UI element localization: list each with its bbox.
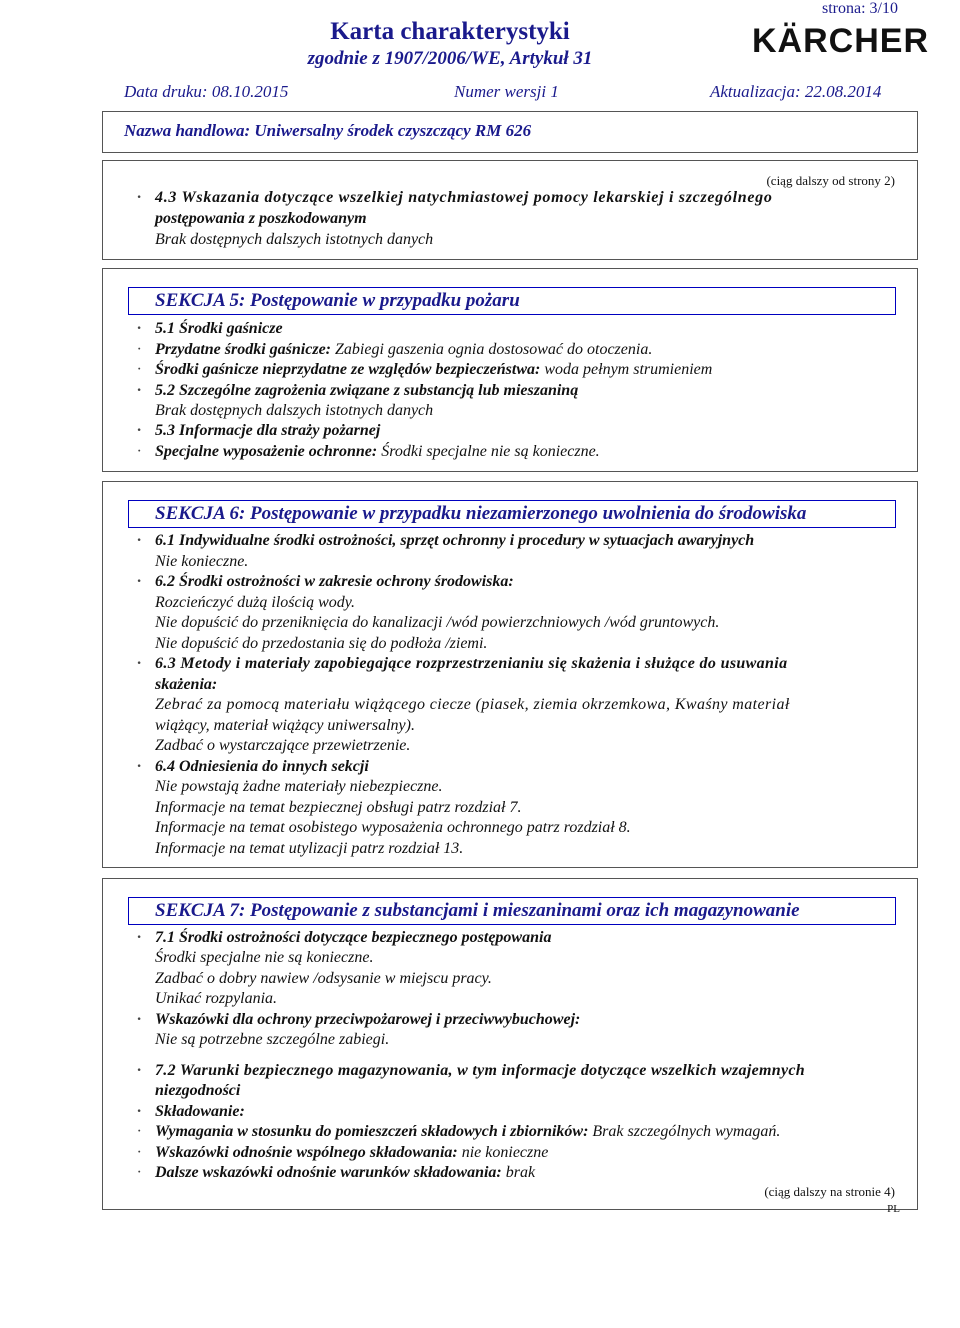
heading-4-3-cont: postępowania z poszkodowanym xyxy=(155,210,367,227)
version-number: Numer wersji 1 xyxy=(454,82,559,101)
heading-6-1: · 6.1 Indywidualne środki ostrożności, sprzęt ochronny i procedury w sytuacjach awaryjnych xyxy=(137,532,755,549)
continued-next: (ciąg dalszy na stronie 4) xyxy=(764,1184,895,1199)
further-storage: · Dalsze wskazówki odnośnie warunków składowania: brak xyxy=(137,1164,536,1181)
extinguishing-suitable: · Przydatne środki gaśnicze: Zabiegi gaszenia ognia dostosować do otoczenia. xyxy=(137,341,653,358)
heading-7-2: · 7.2 Warunki bezpiecznego magazynowania, w tym informacje dotyczące wszelkich wzajemnych xyxy=(137,1062,805,1079)
text-5-2: Brak dostępnych dalszych istotnych danych xyxy=(155,402,434,419)
heading-6-4: · 6.4 Odniesienia do innych sekcji xyxy=(137,758,369,775)
text-6-2c: Nie dopuścić do przedostania się do podłoża /ziemi. xyxy=(155,635,488,652)
heading-6-3: · 6.3 Metody i materiały zapobiegające rozprzestrzenianiu się skażenia i służące do usuwania xyxy=(137,655,788,672)
document-subtitle: zgodnie z 1907/2006/WE, Artykuł 31 xyxy=(307,48,593,69)
heading-5-2: · 5.2 Szczególne zagrożenia związane z substancją lub mieszaniną xyxy=(137,382,579,399)
document-title: Karta charakterystyki xyxy=(330,18,570,45)
text-6-3c: Zadbać o wystarczające przewietrzenie. xyxy=(155,737,411,754)
heading-6-2: · 6.2 Środki ostrożności w zakresie ochrony środowiska: xyxy=(137,573,514,590)
continued-label: (ciąg dalszy od strony 2) xyxy=(766,173,895,188)
page-number: strona: 3/10 xyxy=(822,0,898,17)
print-date: Data druku: 08.10.2015 xyxy=(124,82,289,101)
text-6-3a: Zebrać za pomocą materiału wiążącego ciecze (piasek, ziemia okrzemkowa, Kwaśny materiał xyxy=(155,696,790,713)
heading-4-3: · 4.3 Wskazania dotyczące wszelkiej natychmiastowej pomocy lekarskiej i szczególnego xyxy=(137,189,773,206)
extinguishing-unsuitable: · Środki gaśnicze nieprzydatne ze względów bezpieczeństwa: woda pełnym strumieniem xyxy=(137,361,713,378)
section5-title: SEKCJA 5: Postępowanie w przypadku pożaru xyxy=(155,290,520,311)
text-6-3b: wiążący, materiał wiążący uniwersalny). xyxy=(155,717,415,734)
update-date: Aktualizacja: 22.08.2014 xyxy=(710,82,882,101)
storage-label: · Składowanie: xyxy=(137,1103,245,1120)
section7-title: SEKCJA 7: Postępowanie z substancjami i mieszaninami oraz ich magazynowanie xyxy=(155,900,800,921)
text-6-4b: Informacje na temat bezpiecznej obsługi patrz rozdział 7. xyxy=(155,799,522,816)
text-4-3: Brak dostępnych dalszych istotnych danych xyxy=(155,231,434,248)
text-6-4a: Nie powstają żadne materiały niebezpieczne. xyxy=(155,778,443,795)
text-7-1c: Unikać rozpylania. xyxy=(155,990,278,1007)
text-6-4c: Informacje na temat osobistego wyposażenia ochronnego patrz rozdział 8. xyxy=(155,819,631,836)
storage-requirements: · Wymagania w stosunku do pomieszczeń składowych i zbiorników: Brak szczególnych wymagań. xyxy=(137,1123,781,1140)
karcher-logo: KÄRCHER xyxy=(752,22,929,60)
protective-equipment: · Specjalne wyposażenie ochronne: Środki specjalne nie są konieczne. xyxy=(137,443,600,460)
joint-storage: · Wskazówki odnośnie wspólnego składowania: nie konieczne xyxy=(137,1144,549,1161)
text-fire-protection: Nie są potrzebne szczególne zabiegi. xyxy=(155,1031,390,1048)
heading-5-1: · 5.1 Środki gaśnicze xyxy=(137,320,283,337)
text-7-1a: Środki specjalne nie są konieczne. xyxy=(155,949,374,966)
heading-7-1: · 7.1 Środki ostrożności dotyczące bezpiecznego postępowania xyxy=(137,929,552,946)
text-6-1: Nie konieczne. xyxy=(155,553,249,570)
text-7-1b: Zadbać o dobry nawiew /odsysanie w miejscu pracy. xyxy=(155,970,492,987)
text-6-4d: Informacje na temat utylizacji patrz rozdział 13. xyxy=(155,840,464,857)
language-code: PL xyxy=(887,1203,900,1215)
heading-fire-protection: · Wskazówki dla ochrony przeciwpożarowej i przeciwwybuchowej: xyxy=(137,1011,581,1028)
heading-5-3: · 5.3 Informacje dla straży pożarnej xyxy=(137,422,381,439)
text-6-2b: Nie dopuścić do przeniknięcia do kanalizacji /wód powierzchniowych /wód gruntowych. xyxy=(155,614,720,631)
heading-7-2-cont: niezgodności xyxy=(155,1082,241,1099)
heading-6-3-cont: skażenia: xyxy=(155,676,218,693)
section6-title: SEKCJA 6: Postępowanie w przypadku niezamierzonego uwolnienia do środowiska xyxy=(155,503,807,524)
trade-name: Nazwa handlowa: Uniwersalny środek czyszczący RM 626 xyxy=(124,121,532,140)
text-6-2a: Rozcieńczyć dużą ilością wody. xyxy=(155,594,355,611)
